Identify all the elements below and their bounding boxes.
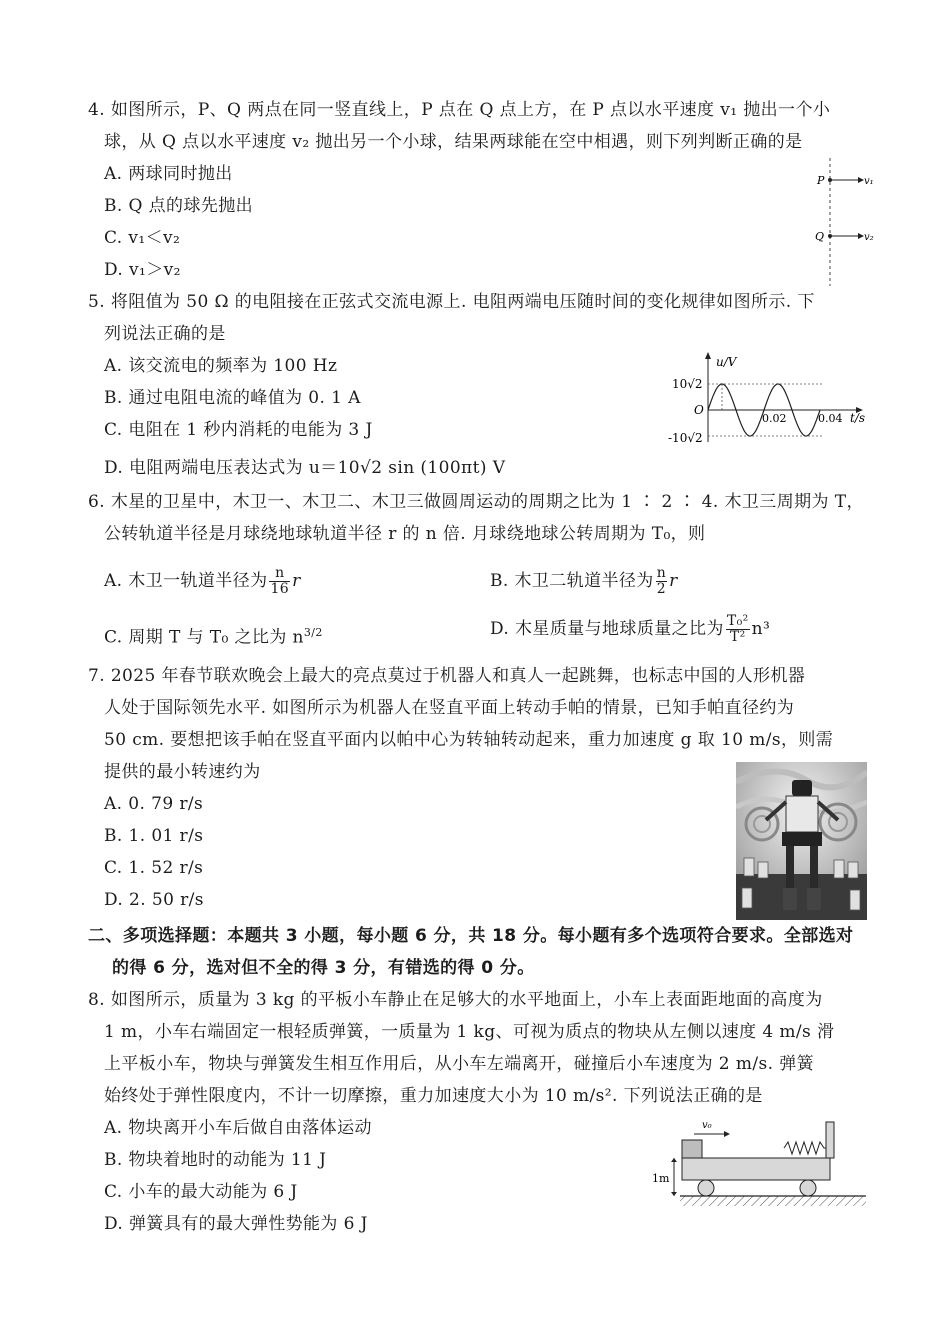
q8-stem-line2: 1 m，小车右端固定一根轻质弹簧，一质量为 1 kg、可视为质点的物块从左侧以速度 4 m/s 滑 <box>104 1022 835 1042</box>
q8-option-c: C. 小车的最大动能为 6 J <box>104 1182 298 1202</box>
q6-a-r: r <box>292 571 301 591</box>
q4-label-p: P <box>817 174 825 187</box>
q6-b-text: B. 木卫二轨道半径为 <box>490 571 654 591</box>
velocity-arrowhead <box>724 1131 730 1137</box>
xtick-004-label: 0.04 <box>818 412 843 425</box>
q7-option-d: D. 2. 50 r/s <box>104 890 204 910</box>
q6-option-a <box>104 566 301 597</box>
q6-d-numerator: T₀² <box>726 613 749 629</box>
q7-option-c: C. 1. 52 r/s <box>104 858 204 878</box>
q6-option-d <box>490 612 770 646</box>
ground-hatch <box>680 1196 866 1206</box>
q6-stem-line2: 公转轨道半径是月球绕地球轨道半径 r 的 n 倍. 月球绕地球公转周期为 T₀，则 <box>104 524 706 544</box>
cart-body <box>682 1158 830 1180</box>
q6-stem-line1: 6. 木星的卫星中，木卫一、木卫二、木卫三做圆周运动的周期之比为 1 ∶ 2 ∶ 4. 木卫三周期为 T， <box>88 492 864 512</box>
q4-stem-line2: 球，从 Q 点以水平速度 v₂ 抛出另一个小球，结果两球能在空中相遇，则下列判断正确的是 <box>104 132 803 152</box>
block <box>682 1140 702 1158</box>
q4-option-d: D. v₁＞v₂ <box>104 260 181 280</box>
q6-d-fraction <box>726 614 750 645</box>
q4-figure <box>800 158 880 288</box>
q7-option-b: B. 1. 01 r/s <box>104 826 204 846</box>
q4-stem-line1: 4. 如图所示，P、Q 两点在同一竖直线上，P 点在 Q 点上方，在 P 点以水平速度 v₁ 抛出一个小 <box>88 100 831 120</box>
q8-stem-line1: 8. 如图所示，质量为 3 kg 的平板小车静止在足够大的水平地面上，小车上表面距地面的高度为 <box>88 990 823 1010</box>
section-2-instructions: 的得 6 分，选对但不全的得 3 分，有错选的得 0 分。 <box>112 958 535 978</box>
q7-stem-line1: 7. 2025 年春节联欢晚会上最大的亮点莫过于机器人和真人一起跳舞，也标志中国的人形机器 <box>88 666 806 686</box>
height-arrow-top <box>671 1158 677 1162</box>
y-axis-label: u/V <box>716 355 737 369</box>
q8-option-d: D. 弹簧具有的最大弹性势能为 6 J <box>104 1214 368 1234</box>
q7-stem-line4: 提供的最小转速约为 <box>104 762 261 782</box>
ytick-min-label: -10√2 <box>668 431 703 445</box>
spring <box>784 1142 826 1154</box>
q6-a-denominator: 16 <box>270 581 290 597</box>
q6-c-exponent: 3/2 <box>303 626 323 639</box>
q6-a-fraction <box>269 566 290 597</box>
q6-d-n3: n³ <box>751 619 771 639</box>
cart-right-wall <box>826 1122 834 1158</box>
height-arrow-bottom <box>671 1192 677 1196</box>
q6-d-text: D. 木星质量与地球质量之比为 <box>490 619 724 639</box>
robot-photo-illustration <box>736 762 867 920</box>
x-axis-label: t/s <box>850 411 866 425</box>
q8-option-b: B. 物块着地时的动能为 11 J <box>104 1150 327 1170</box>
q5-voltage-chart <box>668 350 870 448</box>
q4-label-q: Q <box>815 230 825 243</box>
q5-stem-line1: 5. 将阻值为 50 Ω 的电阻接在正弦式交流电源上. 电阻两端电压随时间的变化规律如图所示. 下 <box>88 292 815 312</box>
q6-c-text: C. 周期 T 与 T₀ 之比为 n <box>104 627 304 648</box>
cart-wheel-left <box>698 1180 714 1196</box>
xtick-002-label: 0.02 <box>762 412 787 425</box>
q7-option-a: A. 0. 79 r/s <box>104 794 204 814</box>
q4-label-v2: v₂ <box>864 232 874 243</box>
q6-a-text: A. 木卫一轨道半径为 <box>104 571 268 591</box>
q8-option-a: A. 物块离开小车后做自由落体运动 <box>104 1118 372 1138</box>
q7-stem-line3: 50 cm. 要想把该手帕在竖直平面内以帕中心为转轴转动起来，重力加速度 g 取 10 m/s，则需 <box>104 730 834 750</box>
q6-option-c <box>104 618 323 653</box>
q4-label-v1: v₁ <box>864 176 874 187</box>
q5-option-b: B. 通过电阻电流的峰值为 0. 1 A <box>104 388 361 408</box>
q6-b-numerator: n <box>656 565 667 581</box>
q4-option-a: A. 两球同时抛出 <box>104 164 233 184</box>
ytick-max-label: 10√2 <box>672 377 703 391</box>
height-label: 1m <box>652 1172 670 1185</box>
q6-d-denominator: T² <box>729 629 746 645</box>
q6-b-denominator: 2 <box>656 581 667 597</box>
q5-option-d: D. 电阻两端电压表达式为 u＝10√2 sin (100πt) V <box>104 458 506 478</box>
y-axis-arrow <box>705 352 711 359</box>
q6-option-b <box>490 566 678 597</box>
section-2-heading: 二、多项选择题：本题共 3 小题，每小题 6 分，共 18 分。每小题有多个选项符合要求。全部选对 <box>88 926 854 946</box>
q7-stem-line2: 人处于国际领先水平. 如图所示为机器人在竖直平面上转动手帕的情景，已知手帕直径约为 <box>104 698 795 718</box>
q8-cart-figure <box>650 1112 872 1212</box>
q5-option-c: C. 电阻在 1 秒内消耗的电能为 3 J <box>104 420 373 440</box>
v0-label: v₀ <box>702 1120 712 1131</box>
q8-stem-line3: 上平板小车，物块与弹簧发生相互作用后，从小车左端离开，碰撞后小车速度为 2 m/s. 弹簧 <box>104 1054 815 1074</box>
q6-b-fraction <box>656 566 667 597</box>
cart-wheel-right <box>800 1180 816 1196</box>
q6-b-r: r <box>669 571 678 591</box>
q6-a-numerator: n <box>269 566 290 582</box>
origin-label: O <box>694 403 704 417</box>
q7-robot-photo <box>736 762 867 920</box>
q5-stem-line2: 列说法正确的是 <box>104 324 226 344</box>
q8-stem-line4: 始终处于弹性限度内，不计一切摩擦，重力加速度大小为 10 m/s². 下列说法正确的是 <box>104 1086 763 1106</box>
q4-option-c: C. v₁＜v₂ <box>104 228 181 248</box>
q5-option-a: A. 该交流电的频率为 100 Hz <box>104 356 338 376</box>
q4-option-b: B. Q 点的球先抛出 <box>104 196 254 216</box>
